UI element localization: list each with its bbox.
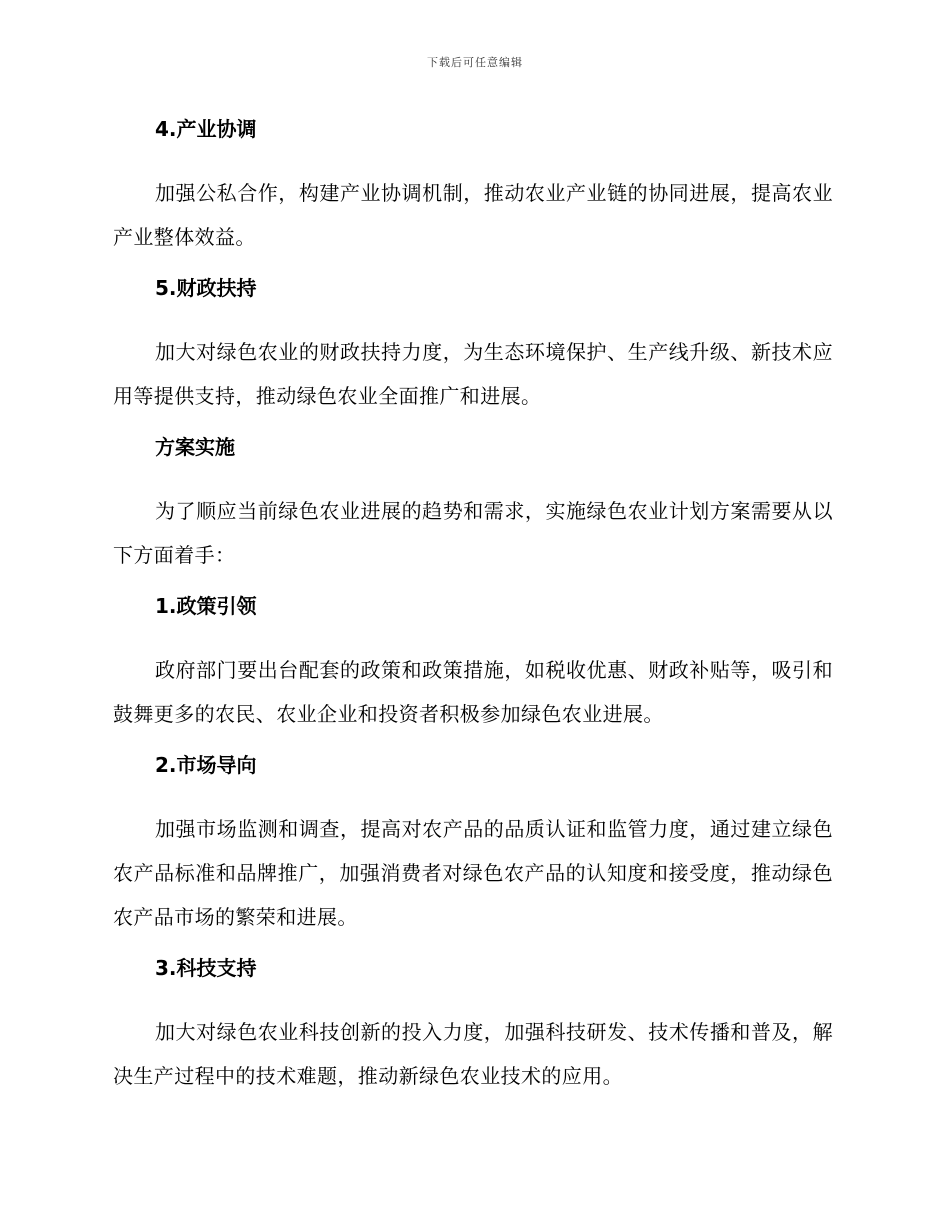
header-note: 下载后可任意编辑 — [427, 56, 523, 69]
section-tech-support — [113, 953, 833, 1098]
section-industry-coordination — [113, 114, 833, 259]
section-paragraph: 政府部门要出台配套的政策和政策措施，如税收优惠、财政补贴等，吸引和鼓舞更多的农民、农业企业和投资者积极参加绿色农业进展。 — [113, 658, 833, 726]
section-policy-guidance — [113, 591, 833, 736]
section-heading: 5.财政扶持 — [155, 276, 257, 300]
section-fiscal-support — [113, 273, 833, 418]
section-heading: 1.政策引领 — [155, 594, 257, 618]
section-paragraph: 加大对绿色农业科技创新的投入力度，加强科技研发、技术传播和普及，解决生产过程中的技术难题，推动新绿色农业技术的应用。 — [113, 1020, 833, 1088]
section-market-orientation — [113, 750, 833, 939]
section-paragraph: 加大对绿色农业的财政扶持力度，为生态环境保护、生产线升级、新技术应用等提供支持，推动绿色农业全面推广和进展。 — [113, 340, 833, 408]
section-heading: 3.科技支持 — [155, 956, 257, 980]
section-paragraph: 为了顺应当前绿色农业进展的趋势和需求，实施绿色农业计划方案需要从以下方面着手： — [113, 499, 833, 567]
section-heading: 方案实施 — [155, 435, 235, 459]
section-plan-implementation — [113, 432, 833, 577]
section-paragraph: 加强市场监测和调查，提高对农产品的品质认证和监管力度，通过建立绿色农产品标准和品牌推广，加强消费者对绿色农产品的认知度和接受度，推动绿色农产品市场的繁荣和进展。 — [113, 817, 833, 929]
section-paragraph: 加强公私合作，构建产业协调机制，推动农业产业链的协同进展，提高农业产业整体效益。 — [113, 181, 833, 249]
section-heading: 4.产业协调 — [155, 117, 257, 141]
section-heading: 2.市场导向 — [155, 753, 257, 777]
document-body — [113, 114, 833, 1112]
